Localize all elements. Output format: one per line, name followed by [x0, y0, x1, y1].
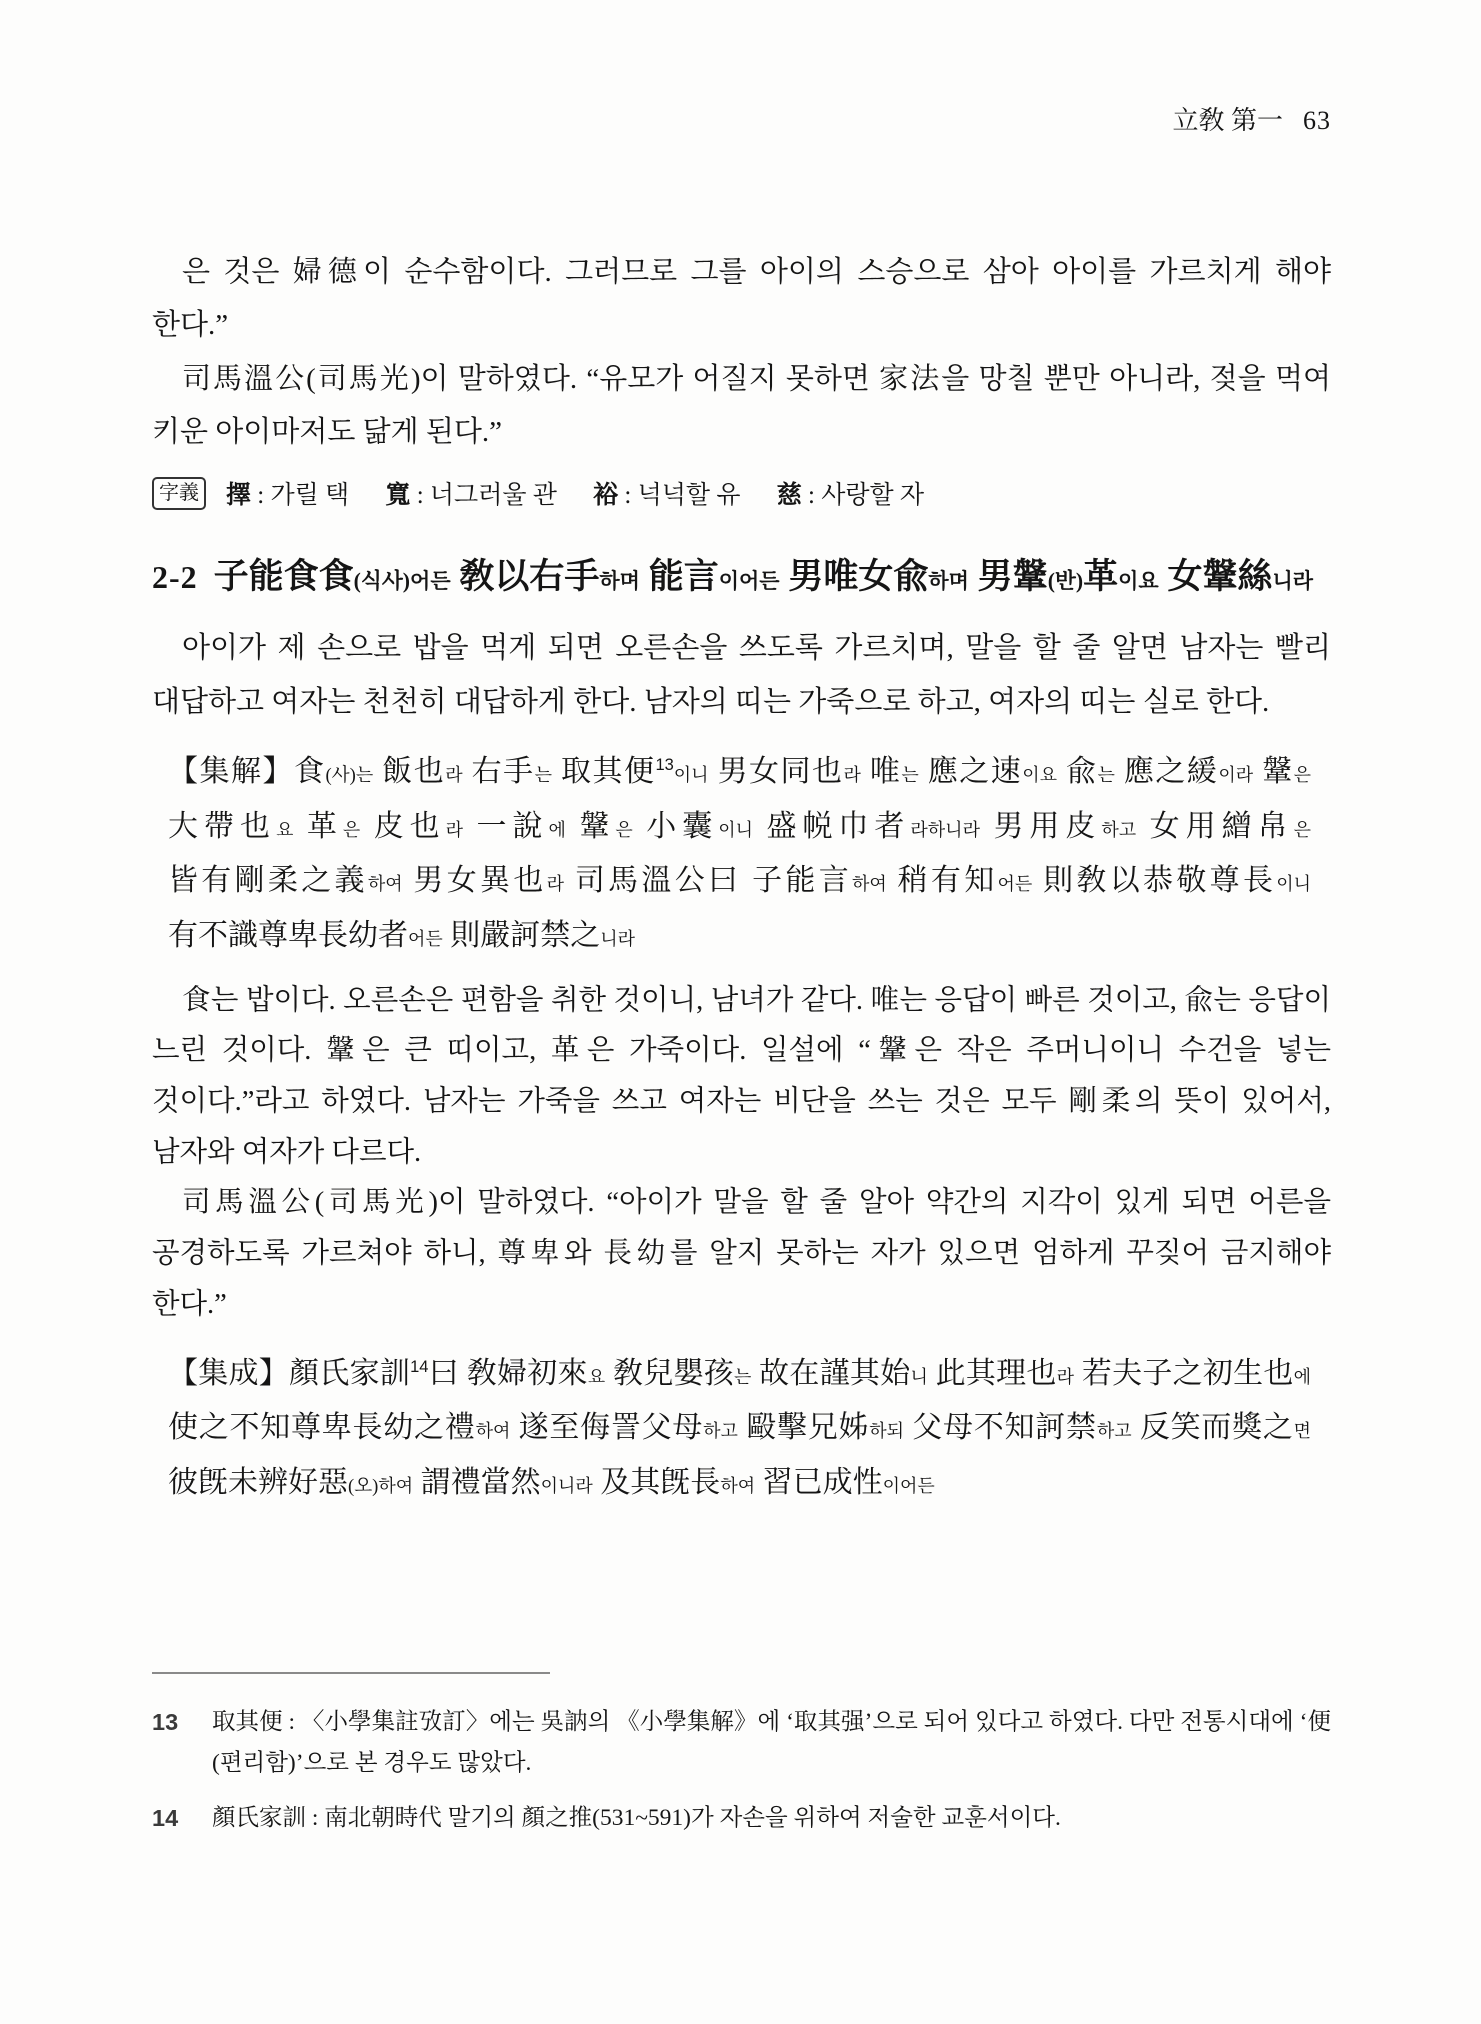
text-segment: 唯: [860, 755, 902, 789]
section-original-text: [214, 557, 1313, 596]
gugyeol-suffix: 니라: [600, 928, 636, 949]
jaui-gloss: 사랑할 자: [821, 482, 925, 510]
text-segment: 使之不知尊卑長幼之禮: [168, 1411, 476, 1445]
text-segment: 應之速: [918, 755, 1023, 789]
jaui-entries: [226, 475, 954, 511]
gugyeol-suffix: 요: [587, 1366, 606, 1387]
jipseong-text: [168, 1357, 1311, 1499]
text-segment: 盛帨巾者: [752, 809, 911, 843]
text-segment: 【集成】: [168, 1356, 290, 1390]
gugyeol-suffix: 하고: [703, 1421, 738, 1442]
gugyeol-suffix: 하고: [1096, 1421, 1132, 1442]
jaui-entry: 慈 : 사랑할 자: [776, 482, 925, 510]
footnote-area: [152, 1672, 1331, 1853]
page-header: [152, 100, 1331, 140]
text-segment: 飯也: [373, 755, 446, 789]
jiphae-text: [168, 755, 1311, 952]
text-segment: 父母不知訶禁: [904, 1411, 1097, 1445]
translation-main: 아이가 제 손으로 밥을 먹게 되면 오른손을 쓰도록 가르치며, 말을 할 줄 알면 남자는 빨리 대답하고 여자는 천천히 대답하게 한다. 남자의 띠는 가죽으로 하고, 여자의 띠는 실로 한다.: [152, 632, 1331, 718]
footnote-ref: 13: [655, 756, 674, 775]
section-number: 2-2: [152, 559, 198, 596]
gugyeol-suffix: 이니: [1276, 874, 1312, 895]
text-segment: 大帶也: [168, 809, 276, 843]
gugyeol-suffix: 라: [445, 765, 463, 786]
jaui-hanja: 裕: [593, 482, 619, 510]
jaui-entry: 擇 : 가릴 택: [226, 482, 350, 510]
section-heading: [152, 545, 1331, 608]
text-segment: 男鞶: [968, 557, 1048, 597]
text-segment: 謂禮當然: [413, 1465, 541, 1499]
text-segment: 男女同也: [708, 755, 844, 789]
text-segment: 能言: [639, 557, 719, 597]
gugyeol-suffix: 이니라: [540, 1475, 593, 1496]
gugyeol-suffix: 이니: [718, 819, 753, 840]
jaui-row: [152, 475, 1331, 511]
text-segment: 曰 敎婦初來: [428, 1356, 588, 1390]
text-segment: 稍有知: [886, 864, 998, 898]
text-segment: 【集解】: [168, 755, 294, 789]
text-segment: 子能食食: [213, 557, 354, 597]
gugyeol-suffix: 는: [534, 765, 552, 786]
jaui-label: 字義: [152, 477, 206, 510]
text-segment: 女鞶絲: [1158, 557, 1273, 597]
gugyeol-suffix: 이라: [1218, 765, 1254, 786]
gugyeol-suffix: 하여: [475, 1421, 511, 1442]
gugyeol-suffix: 은: [342, 819, 361, 840]
text-segment: 顏氏家訓: [289, 1356, 411, 1390]
gugyeol-suffix: 니라: [1272, 569, 1314, 594]
gugyeol-suffix: 는: [901, 765, 919, 786]
chapter-title: 立敎 第一: [1172, 106, 1283, 135]
text-segment: 右手: [462, 755, 535, 789]
gugyeol-suffix: 라: [1056, 1366, 1075, 1387]
jipseong-block: [168, 1347, 1311, 1511]
jaui-gloss: 가릴 택: [270, 482, 350, 510]
text-segment: 遂至侮詈父母: [510, 1411, 704, 1445]
text-segment: 皮也: [360, 809, 446, 843]
text-segment: 男唯女兪: [779, 557, 929, 597]
text-segment: 此其理也: [927, 1356, 1057, 1390]
footnote-13: [152, 1702, 1331, 1784]
footnote-number: 13: [152, 1709, 179, 1735]
gugyeol-suffix: 하며: [599, 569, 640, 594]
gugyeol-suffix: 라: [445, 819, 464, 840]
footnote-14: [152, 1798, 1331, 1839]
gugyeol-suffix: 어든: [997, 874, 1033, 895]
gugyeol-suffix: 하여: [367, 874, 403, 895]
footnote-separator: [152, 1672, 550, 1674]
gugyeol-suffix: 하여: [378, 1475, 414, 1496]
paragraph-sima-quote-1: 司馬溫公(司馬光)이 말하였다. “유모가 어질지 못하면 家法을 망칠 뿐만 아니라, 젖을 먹여 키운 아이마저도 닮게 된다.”: [152, 362, 1331, 449]
jaui-gloss: 넉넉할 유: [637, 482, 741, 510]
gugyeol-suffix: 라: [843, 765, 861, 786]
text-segment: 小囊: [632, 809, 719, 843]
footnote-number: 14: [152, 1805, 179, 1832]
text-segment: 反笑而獎之: [1131, 1411, 1294, 1445]
text-segment: 女用繒帛: [1136, 809, 1294, 843]
text-segment: (사): [325, 765, 356, 787]
text-segment: (식사): [353, 569, 411, 594]
page-number: 63: [1303, 106, 1331, 135]
jaui-hanja: 慈: [776, 482, 802, 510]
gugyeol-suffix: 니: [910, 1366, 928, 1387]
text-segment: 敎以右手: [450, 557, 600, 597]
text-segment: 敎兒嬰孩: [605, 1356, 734, 1390]
text-segment: 食: [293, 755, 326, 789]
text-segment: 兪: [1057, 755, 1098, 789]
gugyeol-suffix: 는: [1097, 765, 1115, 786]
footnote-text: 取其便 : 〈小學集註攷訂〉에는 吳訥의 《小學集解》에 ‘取其强’으로 되어 있다고 하였다. 다만 전통시대에 ‘便(편리함)’으로 본 경우도 많았다.: [212, 1709, 1331, 1777]
text-segment: 則嚴訶禁之: [442, 918, 601, 952]
text-segment: (오): [348, 1475, 379, 1497]
jaui-hanja: 寬: [385, 482, 411, 510]
gugyeol-suffix: 은: [1293, 819, 1311, 840]
gugyeol-suffix: 하고: [1101, 819, 1137, 840]
gugyeol-suffix: 면: [1293, 1421, 1312, 1442]
text-segment: 若夫子之初生也: [1074, 1356, 1294, 1390]
text-segment: 有不識尊卑長幼者: [168, 918, 408, 952]
gugyeol-suffix: 이어든: [882, 1475, 935, 1496]
text-segment: (반): [1047, 569, 1084, 594]
gugyeol-suffix: 이요: [1118, 569, 1159, 594]
gugyeol-suffix: 하며: [928, 569, 969, 594]
footnote-ref: 14: [410, 1357, 429, 1376]
gugyeol-suffix: 요: [275, 819, 294, 840]
gugyeol-suffix: 은: [1293, 765, 1312, 786]
text-segment: 則敎以恭敬尊長: [1032, 864, 1277, 898]
gugyeol-suffix: 어든: [410, 569, 451, 594]
gugyeol-suffix: 는: [355, 765, 374, 786]
jaui-entry: 寬 : 너그러울 관: [385, 482, 557, 510]
text-segment: 及其旣長: [592, 1465, 721, 1499]
gugyeol-suffix: 어든: [408, 928, 443, 949]
jaui-hanja: 擇: [226, 482, 252, 510]
gugyeol-suffix: 이니: [673, 765, 709, 786]
text-segment: 毆擊兄姊: [737, 1411, 870, 1445]
text-segment: 應之緩: [1114, 755, 1219, 789]
text-segment: 取其便: [551, 755, 656, 789]
jaui-entry: 裕 : 넉넉할 유: [593, 482, 741, 510]
gugyeol-suffix: 는: [734, 1366, 752, 1387]
text-segment: 習已成性: [755, 1465, 883, 1499]
footnote-text: 顏氏家訓 : 南北朝時代 말기의 顏之推(531~591)가 자손을 위하여 저술한 교훈서이다.: [212, 1805, 1061, 1832]
text-segment: 男用皮: [979, 809, 1102, 843]
gugyeol-suffix: 하여: [720, 1475, 756, 1496]
text-segment: 皆有剛柔之義: [168, 864, 368, 898]
jiphae-translation-1: 食는 밥이다. 오른손은 편함을 취한 것이니, 남녀가 같다. 唯는 응답이 빠른 것이고, 兪는 응답이 느린 것이다. 鞶은 큰 띠이고, 革은 가죽이다. 일설에 “鞶은 작은 주머니이니 수건을 넣는 것이다.”라고 하였다. 남자는 가죽을 쓰고 여자는 비단을 쓰는 것은 모두 剛柔의 뜻이 있어서, 남자와 여자가 다르다.: [152, 984, 1331, 1168]
gugyeol-suffix: 이요: [1022, 765, 1058, 786]
text-segment: 彼旣未辨好惡: [168, 1465, 348, 1499]
gugyeol-suffix: 하여: [852, 874, 887, 895]
gugyeol-suffix: 에: [1293, 1366, 1312, 1387]
jaui-gloss: 너그러울 관: [429, 482, 557, 510]
text-segment: 一說: [463, 809, 549, 843]
text-segment: 革: [1083, 557, 1119, 597]
paragraph-continuation: 은 것은 婦德이 순수함이다. 그러므로 그를 아이의 스승으로 삼아 아이를 가르치게 해야 한다.”: [152, 256, 1331, 342]
jiphae-block: [168, 745, 1311, 963]
text-segment: 革: [293, 809, 343, 843]
text-segment: 鞶: [1253, 755, 1294, 789]
text-segment: 鞶: [565, 809, 616, 843]
text-segment: 司馬溫公曰 子能言: [564, 864, 853, 898]
text-segment: 故在謹其始: [751, 1356, 911, 1390]
gugyeol-suffix: 은: [615, 819, 633, 840]
gugyeol-suffix: 하되: [869, 1421, 905, 1442]
gugyeol-suffix: 라: [546, 874, 565, 895]
jiphae-translation-2: 司馬溫公(司馬光)이 말하였다. “아이가 말을 할 줄 알아 약간의 지각이 있게 되면 어른을 공경하도록 가르쳐야 하니, 尊卑와 長幼를 알지 못하는 자가 있으면 엄하게 꾸짖어 금지해야 한다.”: [152, 1187, 1331, 1320]
gugyeol-suffix: 에: [548, 819, 566, 840]
gugyeol-suffix: 라하니라: [910, 819, 980, 840]
gugyeol-suffix: 이어든: [718, 569, 780, 594]
text-segment: 男女異也: [402, 864, 547, 898]
